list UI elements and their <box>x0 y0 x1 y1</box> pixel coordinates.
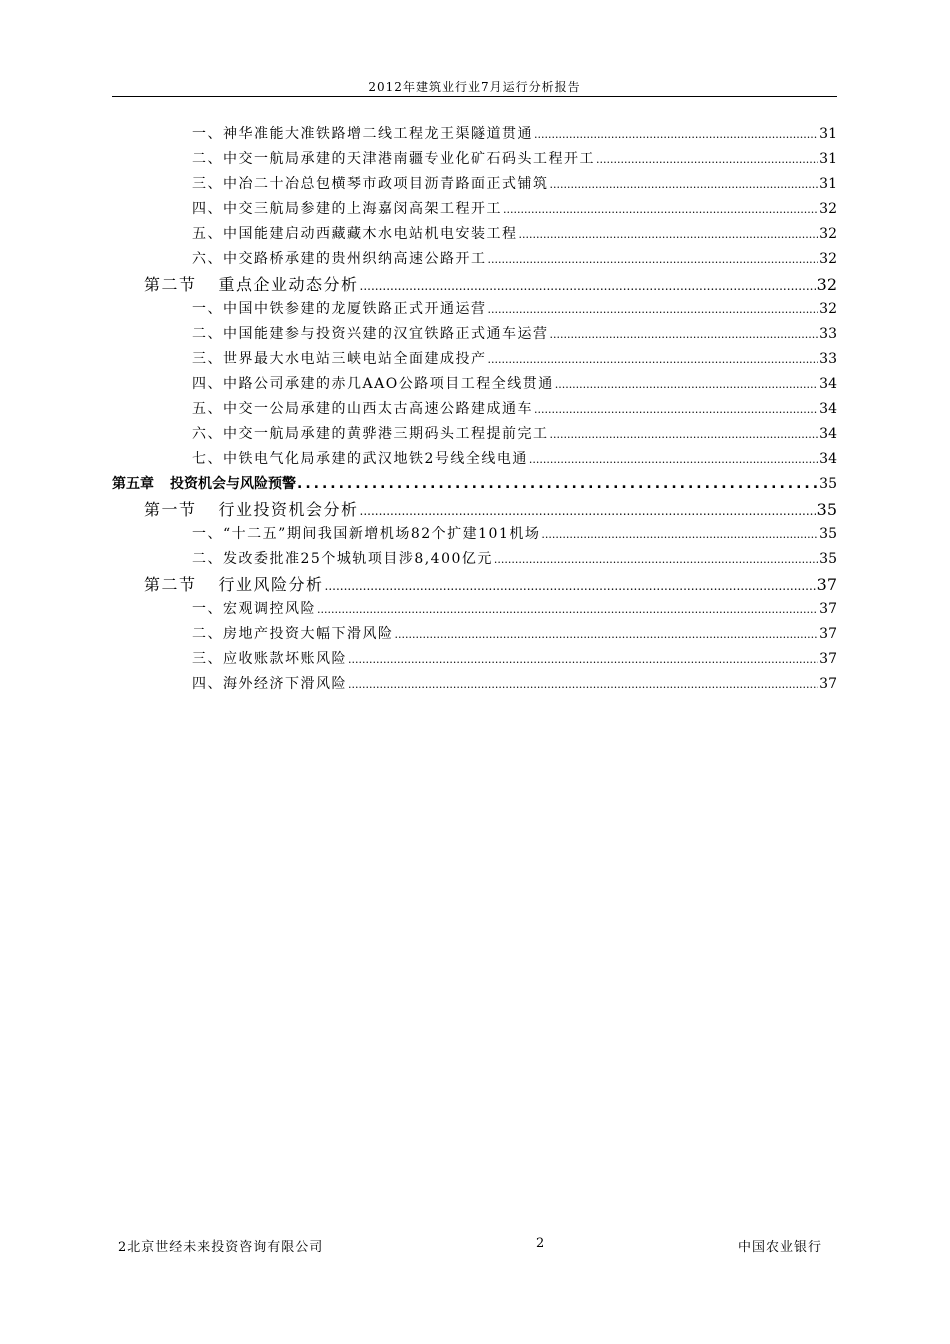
toc-entry-title <box>192 222 518 247</box>
toc-entry-title <box>192 247 487 272</box>
toc-entry-text: 五、中交一公局承建的山西太古高速公路建成通车 <box>192 401 533 417</box>
toc-entry-text: 四、海外经济下滑风险 <box>192 676 347 692</box>
toc-entry[interactable] <box>112 622 837 647</box>
toc-entry-text: 重点企业动态分析 <box>218 275 359 294</box>
toc-leader-dots <box>550 322 819 347</box>
toc-leader-dots <box>488 247 819 272</box>
toc-entry-text: 三、世界最大水电站三峡电站全面建成投产 <box>192 351 487 367</box>
toc-entry-title <box>192 197 502 222</box>
toc-entry-title <box>192 372 554 397</box>
toc-entry-text: 一、中国中铁参建的龙厦铁路正式开通运营 <box>192 301 487 317</box>
toc-entry-title <box>192 422 549 447</box>
toc-leader-dots <box>488 297 819 322</box>
toc-entry-page: 31 <box>819 176 837 192</box>
toc-entry-text: 二、中交一航局承建的天津港南疆专业化矿石码头工程开工 <box>192 151 595 167</box>
toc-entry[interactable] <box>112 547 837 572</box>
toc-entry-title <box>192 672 347 697</box>
toc-leader-dots <box>541 522 818 547</box>
toc-entry-title <box>192 647 347 672</box>
toc-entry-title <box>192 547 493 572</box>
running-header: 2012年建筑业行业7月运行分析报告 <box>368 80 581 94</box>
toc-leader-dots <box>519 222 819 247</box>
toc-entry-page: 31 <box>819 151 837 167</box>
toc-entry-page: 32 <box>819 251 837 267</box>
toc-entry-page: 37 <box>819 626 837 642</box>
toc-entry-page: 34 <box>819 451 837 467</box>
toc-entry-page: 34 <box>819 426 837 442</box>
toc-leader-dots <box>534 122 818 147</box>
toc-entry-page: 37 <box>819 651 837 667</box>
toc-entry-page: 35 <box>819 551 837 567</box>
toc-entry[interactable] <box>112 597 837 622</box>
toc-leader-dots <box>325 574 816 599</box>
toc-entry-page: 37 <box>819 676 837 692</box>
toc-entry[interactable] <box>112 422 837 447</box>
toc-entry[interactable] <box>112 347 837 372</box>
toc-leader-dots <box>503 197 818 222</box>
toc-entry-page: 37 <box>819 601 837 617</box>
toc-entry-page: 35 <box>819 476 837 492</box>
toc-entry-text: 六、中交一航局承建的黄骅港三期码头工程提前完工 <box>192 426 549 442</box>
toc-entry-prefix: 第一节 <box>144 500 197 519</box>
toc-leader-dots <box>555 372 818 397</box>
toc-entry-title <box>192 622 394 647</box>
toc-entry-title <box>192 322 549 347</box>
toc-entry[interactable] <box>112 222 837 247</box>
toc-entry-text: 四、中路公司承建的赤几AAO公路项目工程全线贯通 <box>192 376 554 392</box>
toc-entry[interactable] <box>112 372 837 397</box>
toc-entry-title <box>192 297 487 322</box>
toc-entry-title <box>192 347 487 372</box>
toc-entry-title <box>192 447 528 472</box>
toc-leader-dots <box>534 397 818 422</box>
toc-entry[interactable] <box>112 647 837 672</box>
toc-entry-title <box>192 597 316 622</box>
toc-entry-title <box>192 147 595 172</box>
toc-entry-title <box>144 272 359 297</box>
toc-leader-dots <box>348 672 818 697</box>
toc-entry-page: 32 <box>819 201 837 217</box>
toc-entry[interactable] <box>112 197 837 222</box>
toc-entry-text: 一、宏观调控风险 <box>192 601 316 617</box>
toc-entry-text: 二、房地产投资大幅下滑风险 <box>192 626 394 642</box>
toc-entry-text: 行业风险分析 <box>218 575 324 594</box>
toc-entry[interactable] <box>112 447 837 472</box>
toc-entry-text: 二、中国能建参与投资兴建的汉宜铁路正式通车运营 <box>192 326 549 342</box>
toc-leader-dots <box>488 347 819 372</box>
toc-leader-dots <box>395 622 819 647</box>
toc-entry-page: 33 <box>819 351 837 367</box>
toc-entry-page: 34 <box>819 376 837 392</box>
toc-entry-page: 35 <box>819 526 837 542</box>
toc-entry-page: 35 <box>816 500 837 519</box>
toc-entry[interactable] <box>112 472 837 497</box>
toc-entry-page: 32 <box>819 226 837 242</box>
toc-entry-page: 32 <box>819 301 837 317</box>
toc-leader-dots <box>317 597 818 622</box>
toc-entry[interactable] <box>112 172 837 197</box>
toc-entry-page: 31 <box>819 126 837 142</box>
toc-entry-title <box>192 522 540 547</box>
toc-entry[interactable] <box>112 147 837 172</box>
toc-entry-text: 一、神华准能大准铁路增二线工程龙王渠隧道贯通 <box>192 126 533 142</box>
toc-entry-text: 一、“十二五”期间我国新增机场82个扩建101机场 <box>192 526 541 542</box>
toc-entry-text: 三、应收账款坏账风险 <box>192 651 347 667</box>
toc-leader-dots <box>550 422 819 447</box>
toc-entry-text: 行业投资机会分析 <box>218 500 359 519</box>
toc-entry[interactable] <box>112 672 837 697</box>
toc-entry-title <box>192 397 533 422</box>
toc-entry-prefix: 第五章 <box>112 476 154 492</box>
toc-entry[interactable] <box>112 247 837 272</box>
header-rule <box>112 96 837 97</box>
toc-entry-text: 五、中国能建启动西藏藏木水电站机电安装工程 <box>192 226 518 242</box>
toc-entry[interactable] <box>112 522 837 547</box>
toc-entry-page: 37 <box>816 575 837 594</box>
toc-entry-page: 33 <box>819 326 837 342</box>
toc-entry-title <box>192 122 533 147</box>
toc-entry-title <box>144 497 359 522</box>
footer-company: 2北京世经未来投资咨询有限公司 <box>118 1240 324 1255</box>
toc-entry-text: 四、中交三航局参建的上海嘉闵高架工程开工 <box>192 201 502 217</box>
footer-bank: 中国农业银行 <box>738 1240 823 1255</box>
toc-entry-page: 32 <box>816 275 837 294</box>
toc-leader-dots <box>494 547 818 572</box>
toc-leader-dots <box>529 447 818 472</box>
toc-entry[interactable] <box>112 322 837 347</box>
toc-entry-prefix: 第二节 <box>144 275 197 294</box>
toc-entry[interactable] <box>112 572 837 597</box>
toc-entry[interactable] <box>112 497 837 522</box>
toc-entry-title <box>144 572 324 597</box>
toc-entry-text: 投资机会与风险预警 <box>170 476 296 492</box>
toc-leader-dots <box>360 499 816 524</box>
toc-entry-text: 六、中交路桥承建的贵州织纳高速公路开工 <box>192 251 487 267</box>
toc-entry-text: 三、中冶二十冶总包横琴市政项目沥青路面正式铺筑 <box>192 176 549 192</box>
toc-entry-text: 七、中铁电气化局承建的武汉地铁2号线全线电通 <box>192 451 528 467</box>
toc-entry[interactable] <box>112 297 837 322</box>
toc-entry-page: 34 <box>819 401 837 417</box>
toc-leader-dots <box>550 172 819 197</box>
toc-entry[interactable] <box>112 122 837 147</box>
toc-leader-dots <box>360 274 816 299</box>
toc-entry[interactable] <box>112 272 837 297</box>
footer-page-number: 2 <box>536 1236 546 1251</box>
toc-entry-title <box>192 172 549 197</box>
toc-leader-dots <box>348 647 818 672</box>
table-of-contents <box>112 122 837 697</box>
toc-entry-title <box>112 472 296 497</box>
toc-entry[interactable] <box>112 397 837 422</box>
toc-leader-dots <box>596 147 818 172</box>
toc-leader-dots <box>297 472 818 497</box>
toc-entry-text: 二、发改委批准25个城轨项目涉8,400亿元 <box>192 551 493 567</box>
toc-entry-prefix: 第二节 <box>144 575 197 594</box>
